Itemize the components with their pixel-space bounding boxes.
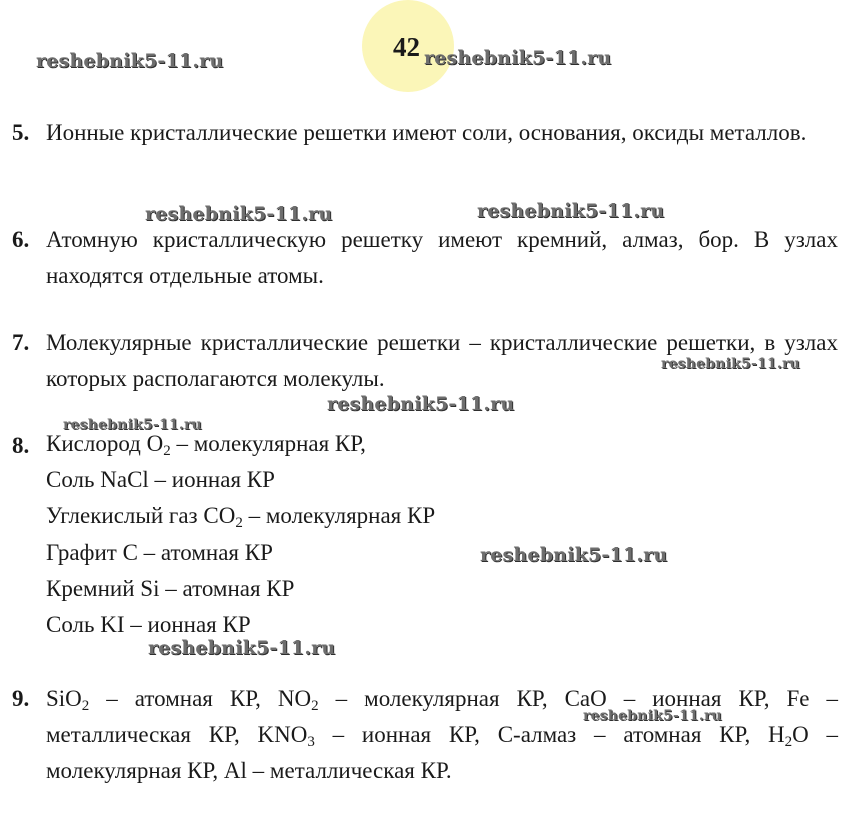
answer-text: Ионные кристаллические решетки имеют соли, основания, оксиды металлов. [46, 120, 807, 145]
item-number: 8. [12, 433, 30, 458]
answer-5 [12, 115, 838, 151]
watermark: reshebnik5-11.ru [477, 200, 665, 222]
answer-8-line-2: Соль NaCl – ионная КР [46, 467, 275, 492]
answer-6 [12, 222, 838, 294]
item-number: 7. [12, 330, 30, 355]
answer-text: Атомную кристаллическую решетку имеют кремний, алмаз, бор. В узлах находятся отдельные атомы. [46, 227, 838, 288]
watermark: reshebnik5-11.ru [36, 50, 224, 72]
page-number: 42 [393, 32, 420, 62]
watermark: reshebnik5-11.ru [63, 417, 202, 433]
watermark: reshebnik5-11.ru [145, 203, 333, 225]
watermark: reshebnik5-11.ru [661, 356, 800, 372]
answer-8-line-4: Графит C – атомная КР [46, 540, 273, 565]
watermark: reshebnik5-11.ru [148, 637, 336, 659]
watermark: reshebnik5-11.ru [480, 544, 668, 566]
answer-8-line-6: Соль KI – ионная КР [46, 612, 251, 637]
item-number: 9. [12, 686, 30, 711]
item-number: 6. [12, 227, 30, 252]
answer-8-line-3: Углекислый газ $CO_2$ – молекулярная КР [46, 503, 436, 531]
answer-text: SiO$_2$ – атомная КР, $NO_2$ – молекулярная КР, CaO – ионная КР, Fe – металлическая КР, $KNO_3$ – ионная КР, C-алмаз – атомная КР, $H_2O$ – молекулярная КР, Al – металлическая КР. [46, 686, 838, 783]
answer-7 [12, 325, 838, 397]
watermark: reshebnik5-11.ru [327, 393, 515, 415]
answer-text: Молекулярные кристаллические решетки – кристаллические решетки, в узлах которых располагаются молекулы. [46, 330, 838, 391]
answer-9 [12, 681, 838, 789]
answer-8-line-5: Кремний Si – атомная КР [46, 576, 295, 601]
item-number: 5. [12, 120, 30, 145]
answer-8-line-1: Кислород $O_2$ – молекулярная КР, [46, 431, 366, 459]
watermark: reshebnik5-11.ru [424, 47, 612, 69]
watermark: reshebnik5-11.ru [583, 708, 722, 724]
